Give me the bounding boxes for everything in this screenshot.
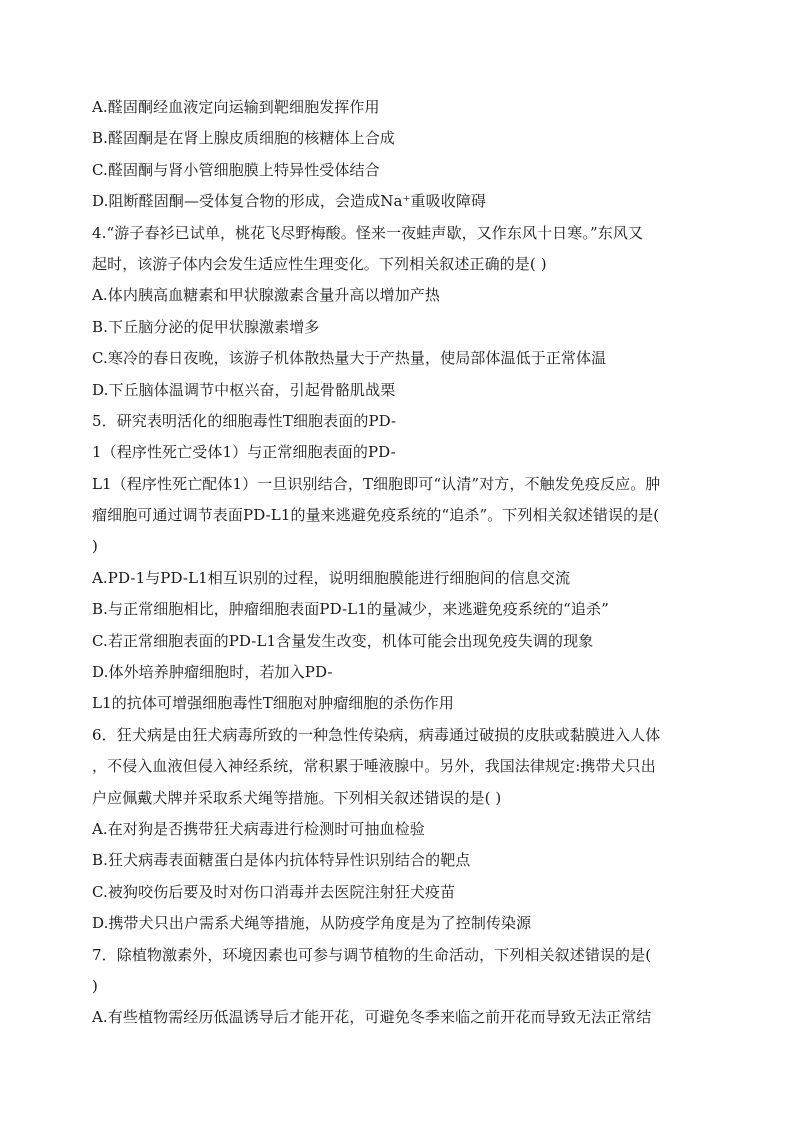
option-b-line: B.下丘脑分泌的促甲状腺激素增多 [92,317,320,336]
option-c-line: C.醛固酮与肾小管细胞膜上特异性受体结合 [92,160,380,179]
question-4-line-1: 4.“游子春衫已试单，桃花飞尽野梅酸。怪来一夜蛙声歇，又作东风十日寒。”东风又 [92,223,644,242]
option-c-line: C.若正常细胞表面的PD-L1含量发生改变，机体可能会出现免疫失调的现象 [92,631,594,650]
option-a-line: A.醛固酮经血液定向运输到靶细胞发挥作用 [92,98,380,116]
question-5-line-3: L1（程序性死亡配体1）一旦识别结合，T细胞即可“认清”对方，不触发免疫反应。肿 [92,474,661,493]
option-b-line: B.与正常细胞相比，肿瘤细胞表面PD-L1的量减少，来逃避免疫系统的“追杀” [92,600,609,619]
option-d-line: D.下丘脑体温调节中枢兴奋，引起骨骼肌战栗 [92,380,396,399]
question-5-line-1: 5．研究表明活化的细胞毒性T细胞表面的PD- [92,411,397,430]
option-b-line: B.醛固酮是在肾上腺皮质细胞的核糖体上合成 [92,129,395,148]
question-5-line-4: 瘤细胞可通过调节表面PD-L1的量来逃避免疫系统的“追杀”。下列相关叙述错误的是( [92,506,660,525]
option-d-line-1: D.体外培养肿瘤细胞时，若加入PD- [92,663,333,682]
option-a-line: A.体内胰高血糖素和甲状腺激素含量升高以增加产热 [92,286,441,305]
option-c-line: C.被狗咬伤后要及时对伤口消毒并去医院注射狂犬疫苗 [92,882,456,901]
question-6-line-3: 户应佩戴犬牌并采取系犬绳等措施。下列相关叙述错误的是( ) [92,788,502,807]
question-5-line-2: 1（程序性死亡受体1）与正常细胞表面的PD- [92,443,396,462]
option-d-line: D.阻断醛固酮—受体复合物的形成，会造成Na⁺重吸收障碍 [92,192,487,211]
option-a-line: A.在对狗是否携带狂犬病毒进行检测时可抽血检验 [92,819,425,838]
question-4-line-2: 起时，该游子体内会发生适应性生理变化。下列相关叙述正确的是( ) [92,254,547,273]
option-a-line: A.PD-1与PD-L1相互识别的过程，说明细胞膜能进行细胞间的信息交流 [92,568,571,587]
question-5-line-5: ) [92,537,98,556]
option-a-line: A.有些植物需经历低温诱导后才能开花，可避免冬季来临之前开花而导致无法正常结 [92,1008,652,1027]
option-b-line: B.狂犬病毒表面糖蛋白是体内抗体特异性识别结合的靶点 [92,851,471,870]
option-d-line: D.携带犬只出户需系犬绳等措施，从防疫学角度是为了控制传染源 [92,914,532,933]
option-c-line: C.寒冷的春日夜晚，该游子机体散热量大于产热量，使局部体温低于正常体温 [92,349,607,368]
question-6-line-1: 6．狂犬病是由狂犬病毒所致的一种急性传染病，病毒通过破损的皮肤或黏膜进入人体 [92,725,661,744]
document-body [92,92,704,1034]
question-6-line-2: ，不侵入血液但侵入神经系统，常积累于唾液腺中。另外，我国法律规定:携带犬只出 [92,757,656,776]
option-d-line-2: L1的抗体可增强细胞毒性T细胞对肿瘤细胞的杀伤作用 [92,694,455,713]
question-7-line-1: 7．除植物激素外，环境因素也可参与调节植物的生命活动，下列相关叙述错误的是( [92,945,652,964]
question-7-line-2: ) [92,976,98,995]
